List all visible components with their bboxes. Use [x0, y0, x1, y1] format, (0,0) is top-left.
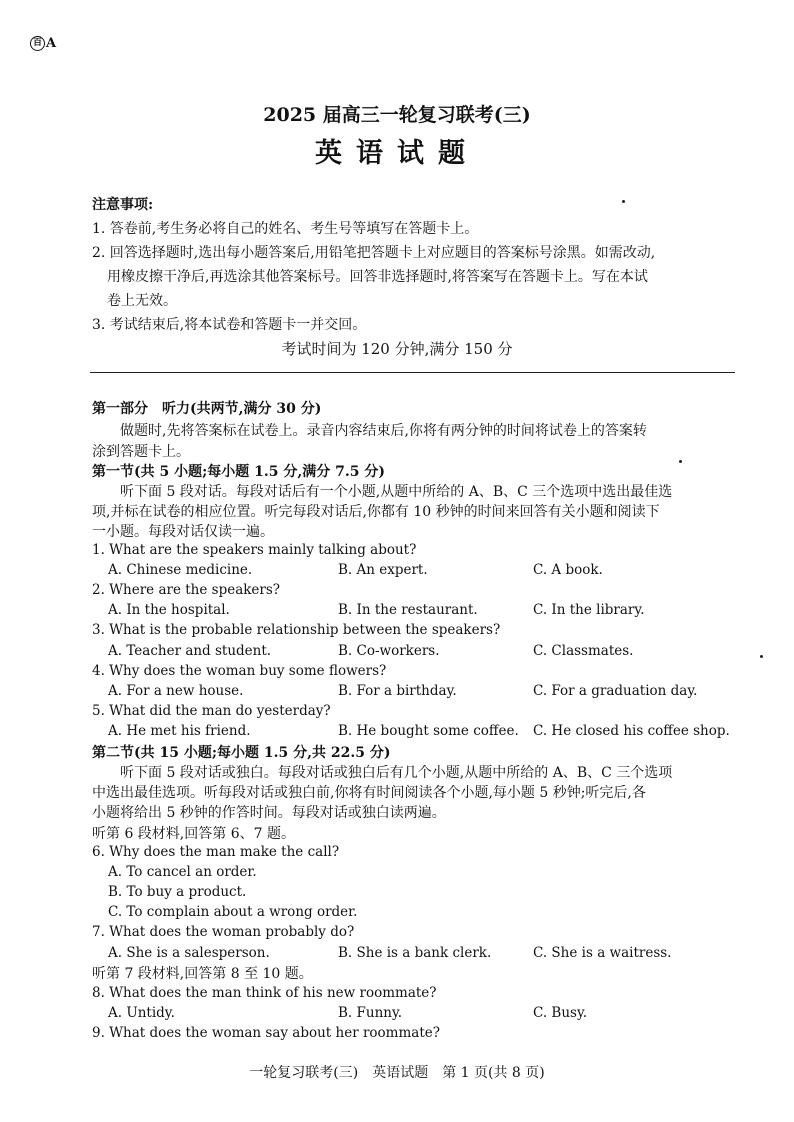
question-stem: 6. Why does the man make the call? — [92, 844, 340, 860]
option-a: A. For a new house. — [108, 683, 244, 699]
scan-speck — [760, 655, 763, 658]
option-c: C. A book. — [533, 562, 603, 578]
question-stem: 3. What is the probable relationship between the speakers? — [92, 622, 501, 638]
material-label: 听第 7 段材料,回答第 8 至 10 题。 — [92, 966, 313, 982]
version-letter: A — [46, 36, 57, 51]
section1-intro: 一小题。每段对话仅读一遍。 — [92, 524, 274, 540]
option-a: A. Teacher and student. — [108, 643, 272, 659]
option-c: C. To complain about a wrong order. — [108, 904, 358, 920]
section2-heading: 第二节(共 15 小题;每小题 1.5 分,共 22.5 分) — [92, 745, 391, 761]
option-b: B. Co-workers. — [338, 643, 440, 659]
section2-intro: 中选出最佳选项。听每段对话或独白前,你将有时间阅读各个小题,每小题 5 秒钟;听完后,各 — [92, 785, 646, 801]
instruction-line: 卷上无效。 — [107, 293, 177, 309]
instruction-line: 用橡皮擦干净后,再选涂其他答案标号。回答非选择题时,将答案写在答题卡上。写在本试 — [107, 269, 648, 285]
option-b: B. He bought some coffee. — [338, 723, 519, 739]
section1-intro: 项,并标在试卷的相应位置。听完每段对话后,你都有 10 秒钟的时间来回答有关小题和阅读下 — [92, 504, 660, 520]
option-b: B. She is a bank clerk. — [338, 945, 492, 961]
question-stem: 1. What are the speakers mainly talking about? — [92, 542, 417, 558]
question-stem: 8. What does the man think of his new roommate? — [92, 985, 437, 1001]
option-b: B. Funny. — [338, 1005, 403, 1021]
question-stem: 5. What did the man do yesterday? — [92, 703, 331, 719]
paper-version-mark — [30, 36, 56, 51]
instruction-line: 1. 答卷前,考生务必将自己的姓名、考生号等填写在答题卡上。 — [92, 221, 479, 237]
instructions-heading: 注意事项: — [92, 197, 154, 213]
part1-heading: 第一部分 听力(共两节,满分 30 分) — [92, 401, 322, 417]
option-a: A. She is a salesperson. — [108, 945, 270, 961]
option-b: B. To buy a product. — [108, 884, 247, 900]
question-stem: 4. Why does the woman buy some flowers? — [92, 663, 387, 679]
option-a: A. He met his friend. — [108, 723, 251, 739]
subject-title: 英语试题 — [315, 138, 479, 169]
option-a: A. To cancel an order. — [108, 864, 257, 880]
option-a: A. In the hospital. — [108, 602, 230, 618]
circle-mark: 百 — [30, 36, 45, 51]
divider — [90, 372, 735, 373]
section1-heading: 第一节(共 5 小题;每小题 1.5 分,满分 7.5 分) — [92, 464, 385, 480]
option-c: C. She is a waitress. — [533, 945, 672, 961]
option-c: C. In the library. — [533, 602, 645, 618]
section2-intro: 小题将给出 5 秒钟的作答时间。每段对话或独白读两遍。 — [92, 805, 446, 821]
option-b: B. An expert. — [338, 562, 428, 578]
exam-title: 2025 届高三一轮复习联考(三) — [263, 104, 531, 126]
material-label: 听第 6 段材料,回答第 6、7 题。 — [92, 826, 295, 842]
question-stem: 9. What does the woman say about her roommate? — [92, 1025, 440, 1041]
scan-speck — [622, 200, 625, 203]
scan-speck — [679, 460, 682, 463]
option-a: A. Chinese medicine. — [108, 562, 253, 578]
instruction-line: 3. 考试结束后,将本试卷和答题卡一并交回。 — [92, 317, 367, 333]
option-c: C. Busy. — [533, 1005, 588, 1021]
option-b: B. In the restaurant. — [338, 602, 478, 618]
section2-intro: 听下面 5 段对话或独白。每段对话或独白后有几个小题,从题中所给的 A、B、C 三个选项 — [120, 765, 673, 781]
option-a: A. Untidy. — [108, 1005, 175, 1021]
option-b: B. For a birthday. — [338, 683, 457, 699]
question-stem: 7. What does the woman probably do? — [92, 924, 355, 940]
question-stem: 2. Where are the speakers? — [92, 582, 281, 598]
section1-intro: 听下面 5 段对话。每段对话后有一个小题,从题中所给的 A、B、C 三个选项中选出最佳选 — [120, 484, 673, 500]
page-footer: 一轮复习联考(三) 英语试题 第 1 页(共 8 页) — [249, 1065, 545, 1081]
option-c: C. He closed his coffee shop. — [533, 723, 730, 739]
option-c: C. For a graduation day. — [533, 683, 698, 699]
instruction-line: 2. 回答选择题时,选出每小题答案后,用铅笔把答题卡上对应题目的答案标号涂黑。如需改动, — [92, 245, 656, 261]
part1-intro: 涂到答题卡上。 — [92, 444, 190, 460]
time-and-score: 考试时间为 120 分钟,满分 150 分 — [281, 340, 513, 358]
option-c: C. Classmates. — [533, 643, 634, 659]
part1-intro: 做题时,先将答案标在试卷上。录音内容结束后,你将有两分钟的时间将试卷上的答案转 — [120, 423, 647, 439]
